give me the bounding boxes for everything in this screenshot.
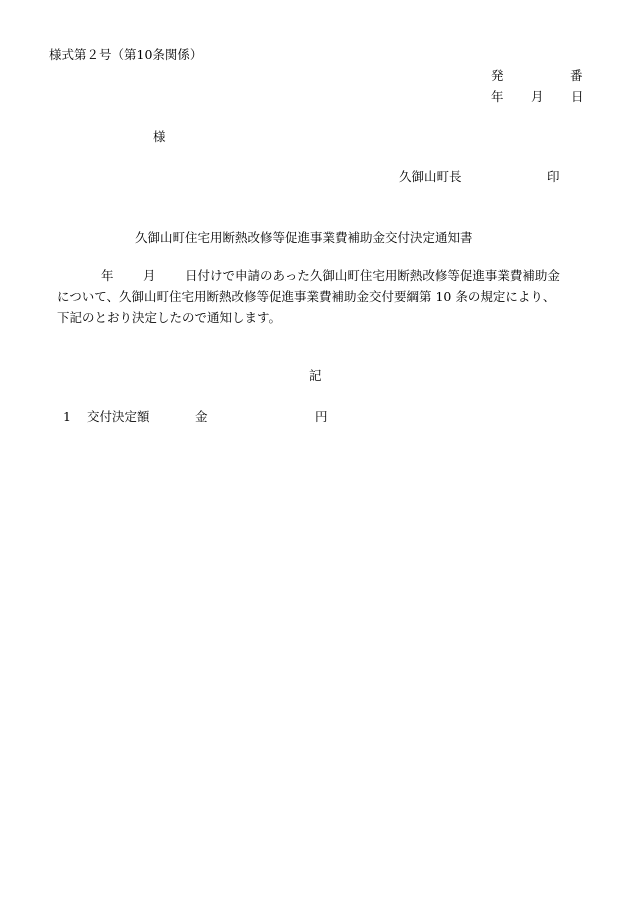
issue-ban: 番 — [570, 68, 583, 83]
body-line-2: について、久御山町住宅用断熱改修等促進事業費補助金交付要綱第 10 条の規定により、 — [57, 289, 556, 304]
date-year: 年 — [491, 89, 504, 104]
issue-number-row — [488, 70, 584, 84]
item-label: 交付決定額 — [87, 409, 150, 424]
item-number: 1 — [63, 409, 71, 424]
sender-row — [399, 171, 564, 185]
item-row — [63, 411, 343, 425]
addressee: 様 — [153, 129, 166, 144]
body-line-1-text: 日付けで申請のあった久御山町住宅用断熱改修等促進事業費補助金 — [185, 268, 560, 283]
body-line-1-month: 月 — [143, 268, 156, 283]
date-month: 月 — [531, 89, 544, 104]
item-yen: 円 — [315, 409, 328, 424]
ki-heading: 記 — [309, 368, 322, 383]
body-line-3: 下記のとおり決定したので通知します。 — [57, 310, 282, 325]
item-kin: 金 — [195, 409, 208, 424]
date-row — [488, 91, 584, 105]
document-title: 久御山町住宅用断熱改修等促進事業費補助金交付決定通知書 — [135, 230, 473, 245]
body-line-1 — [57, 270, 587, 284]
form-label: 様式第２号（第10条関係） — [49, 47, 203, 62]
body-line-1-year: 年 — [101, 268, 114, 283]
seal-mark: 印 — [547, 169, 560, 184]
sender-name: 久御山町長 — [399, 169, 462, 184]
issue-hatsu: 発 — [491, 68, 504, 83]
date-day: 日 — [571, 89, 584, 104]
